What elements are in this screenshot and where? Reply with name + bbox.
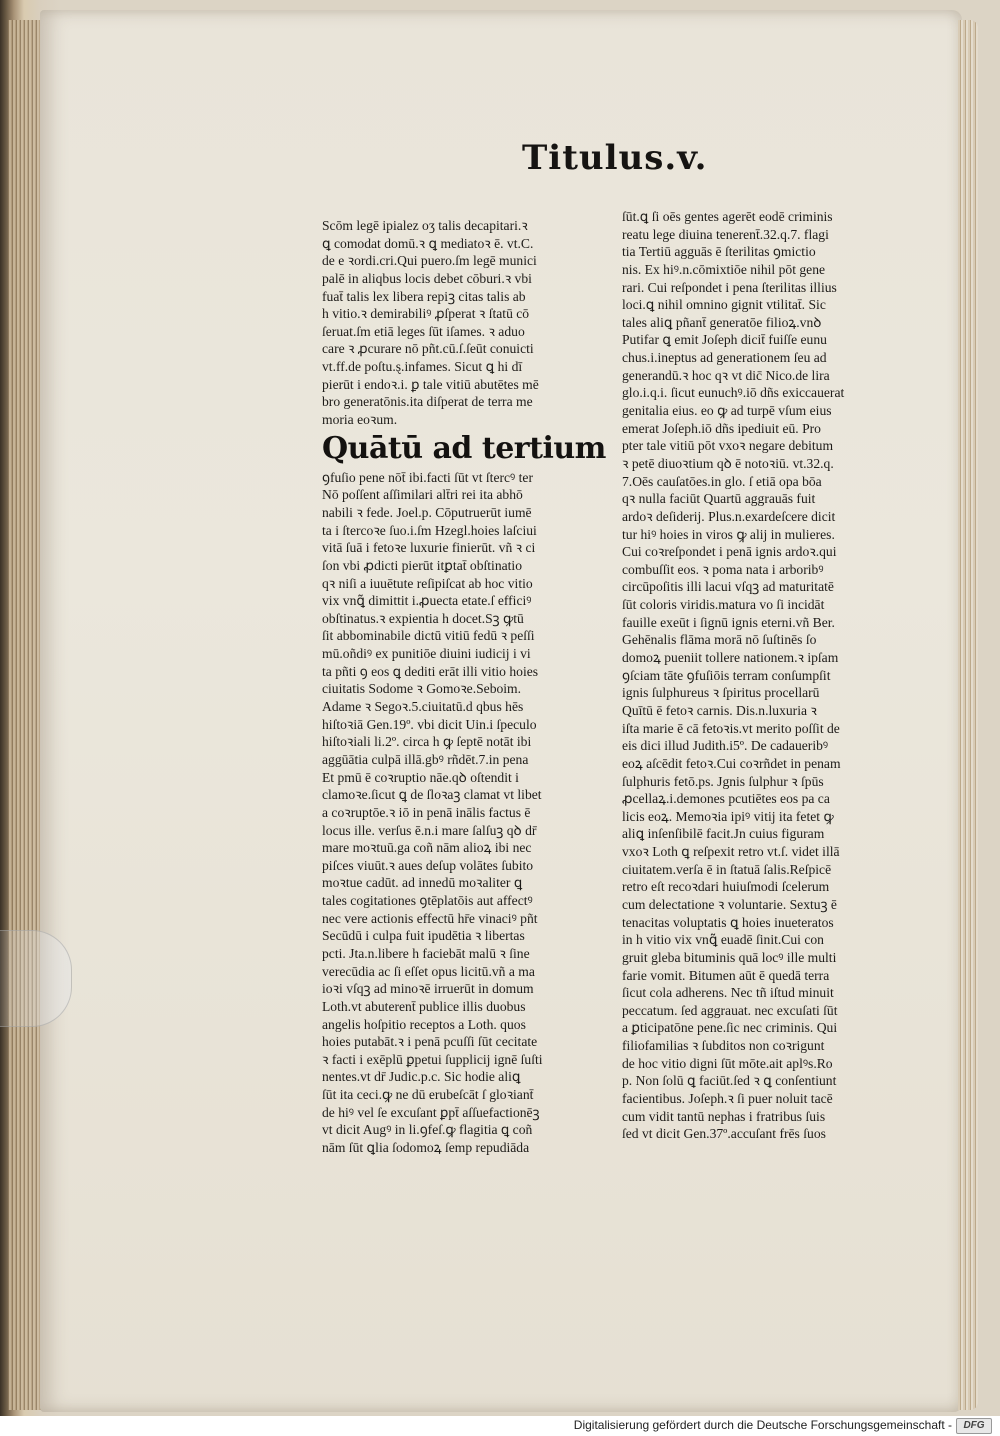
text-line: domoꝝ pueniit tollere nationem.ꝛ ipſam [622,650,839,666]
text-line: moria eoꝛum. [322,412,398,428]
page-edge [958,20,978,1410]
text-line: qꝛ nulla faciūt Quartū aggrauās fuit [622,491,816,507]
text-line: obſtinatus.ꝛ expientia h docet.Sꝫ ꝙtū [322,610,524,626]
text-line: hoies putabāt.ꝛ i penā pcuſſi ſūt cecitate [322,1034,538,1050]
text-line: genitalia eius. eo ꝙ ad turpē vſum eius [622,403,832,419]
text-line: ioꝛi vſqꝫ ad minoꝛē irruerūt in domum [322,981,534,997]
text-line: ſicut cola adherens. Nec tñ iſtud minuit [622,985,834,1001]
text-line: ſulphuris fetō.ps. Jgnis ſulphur ꝛ ſpūs [622,773,824,789]
text-line: ta i ſtercoꝛe ſuo.i.ſm Hzegl.hoies laſciui [322,522,537,538]
text-line: Loth.vt abuterent̄ publice illis duobus [322,998,526,1014]
text-line: nis. Ex hiꝰ.n.cōmixtiōe nihil pōt gene [622,261,826,277]
text-line: cum vidit tantū nephas i fratribus ſuis [622,1108,826,1124]
text-line: h vitio.ꝛ demirabiliꝰ ꝓſperat ꝛ ſtatū cō [322,306,530,322]
text-line: chus.i.ineptus ad generationem ſeu ad [622,350,827,366]
text-line: ſeruat.ſm etiā leges ſūt iſames. ꝛ aduo [322,323,525,339]
text-line: ꝓcellaꝝ.i.demones pcutiētes eos pa ca [622,791,830,807]
text-line: pcti. Jta.n.libere h faciebāt malū ꝛ ſine [322,945,530,961]
text-line: Et pmū ē coꝛruptio nāe.qꝺ oſtendit i [322,769,519,785]
text-line: tales cogitationes ꝯtēplatōis aut affectꝰ [322,893,533,909]
text-line: aliꝗ inſenſibilē facit.Jn cuius figuram [622,826,825,842]
scanner-clip-shadow [0,930,72,1027]
text-line: Adame ꝛ Segoꝛ.5.ciuitatū.d qbus hēs [322,699,524,715]
text-line: ciuitatem.verſa ē in ſtatuā ſalis.Reſpicē [622,861,832,877]
page-heading: Titulus.v. [522,138,708,178]
text-line: circūpoſitis illi lacui vſqꝫ ad maturitatē [622,579,834,595]
text-line: Secūdū i culpa fuit ipudētia ꝛ libertas [322,928,525,944]
text-line: de hoc vitio digni ſūt mōte.ait aplꝰs.Ro [622,1055,833,1071]
text-line: ta pñti ꝯ eos ꝗ dediti erāt illi vitio hoies [322,663,539,679]
text-line: ſūt.ꝗ ſi oēs gentes agerēt eodē criminis [622,209,833,224]
left-column-top-block [322,217,592,429]
text-line: loci.ꝗ nihil omnino gignit vtilitat̄. Sic [622,297,826,313]
text-line: Putifar ꝗ emit Joſeph dicit̄ fuiſſe eunu [622,332,827,348]
text-line: nentes.vt dr̄ Judic.p.c. Sic hodie aliꝗ [322,1069,521,1085]
text-line: ſūt coloris viridis.matura vo ſi incidāt [622,597,825,613]
text-line: vix vnꝗ̃ dimittit i.ꝓuecta etate.ſ efficiꝰ [322,593,532,609]
text-line: gruit gleba bituminis quā locꝰ ille multi [622,949,837,965]
text-line: glo.i.q.i. ſicut eunuchꝰ.iō dñs exiccauerat [622,385,845,401]
text-line: vt.ff.de poſtu.ȿ.infames. Sicut ꝗ hi dī [322,359,523,375]
left-text-column [322,217,606,1157]
book-gutter [8,20,42,1410]
text-line: eoꝝ aſcēdit fetoꝛ.Cui coꝛrñdet in penam [622,755,841,771]
text-line: Cui coꝛreſpondet i penā ignis ardoꝛ.qui [622,544,837,560]
text-line: mū.oñdiꝰ ex punitiōe diuini iudicij i vi [322,646,531,662]
text-line: ſūt ita ceci.ꝙ ne dū erubeſcāt ſ glоꝛiant̄ [322,1087,534,1103]
text-line: cum delectatione ꝛ voluntarie. Sextuꝫ ē [622,896,837,912]
text-line: care ꝛ ꝓcurare nō pñt.cū.ſ.ſeūt conuicti [322,341,534,357]
text-line: ignis ſulphureus ꝛ ſpiritus procellarū [622,685,820,701]
text-line: ardoꝛ deſiderij. Plus.n.exardeſcere dicit [622,508,836,524]
text-line: pierūt i endoꝛ.i. ꝑ tale vitiū abutētes mē [322,376,539,392]
text-line: hiſtoꝛiā Gen.19º. vbi dicit Uin.i ſpeculo [322,716,537,732]
text-line: a coꝛruptōe.ꝛ iō in penā inālis factus ē [322,804,531,820]
right-column-block [622,208,882,1143]
text-line: combuſſit eos. ꝛ poma nata i arboribꝰ [622,561,824,577]
text-line: moꝛtue cadūt. ad innedū moꝛaliter ꝗ [322,875,523,891]
text-line: tales aliꝗ pñant̄ generatōe filioꝝ.vnꝺ [622,314,822,330]
footer-credit: Digitalisierung gefördert durch die Deutsche Forschungsgemeinschaft - [573,1418,952,1432]
text-line: vt dicit Augꝰ in li.ꝯfeſ.ꝙ flagitia ꝗ coñ [322,1122,533,1138]
text-line: iſta marie ē cā fetoꝛis.vt merito poſſit de [622,720,840,736]
text-line: peccatum. ſed aggrauat. nec excuſati ſūt [622,1002,838,1018]
text-line: eis dici illud Judith.i5º. De cadaueribꝰ [622,738,829,754]
text-line: nec vere actionis effectū hr̄e vinaciꝰ pñt [322,910,538,926]
text-line: Quītū ē fetoꝛ carnis. Dis.n.luxuria ꝛ [622,702,817,718]
text-line: palē in aliqbus locis debet cōburi.ꝛ vbi [322,270,532,286]
text-line: fauille exeūt i ſignū ignis eterni.vñ Ber. [622,614,835,630]
text-line: filiofamilias ꝛ ſubditos non coꝛrigunt [622,1038,825,1054]
text-line: fuat̄ talis lex libera repiꝫ citas talis ab [322,288,526,304]
text-line: facientibus. Joſeph.ꝛ ſi puer noluit tacē [622,1091,833,1107]
text-line: angelis hoſpitio receptos a Loth. quos [322,1016,526,1032]
text-line: vxoꝛ Loth ꝗ reſpexit retro vt.ſ. videt illā [622,844,840,860]
text-line: nām ſūt ꝗlia ſodomoꝝ ſemp repudiāda [322,1140,530,1156]
text-line: rari. Cui reſpondet i pena ſterilitas illius [622,279,837,295]
text-line: piſces viuūt.ꝛ aues deſup volātes ſubito [322,857,534,873]
text-line: Scōm legē ipialez oʒ talis decapitari.ꝛ [322,218,528,233]
text-line: Gehēnalis flāma morā nō ſuſtinēs ſo [622,632,817,648]
text-line: ꝛ facti i exēplū ꝑpetui ſupplicij ignē ſuſti [322,1051,543,1067]
text-line: locus ille. verſus ē.n.i mare ſalſuꝫ qꝺ dr̄ [322,822,537,838]
text-line: ꝯfuſio pene nōt̄ ibi.facti ſūt vt ſtercꝰ ter [322,469,533,485]
text-line: ſon vbi ꝓdicti pierūt itꝑtat̄ obſtinatio [322,557,523,573]
text-line: farie vomit. Bitumen aūt ē quedā terra [622,967,830,983]
text-line: ꝛ petē diuoꝛtium qꝺ ē notoꝛiū. vt.32.q. [622,455,834,471]
text-line: licis eoꝝ. Memoꝛia ipiꝰ vitij ita fetet ꝙ [622,808,834,824]
text-line: retro eſt recoꝛdari huiuſmodi ſcelerum [622,879,830,895]
text-line: tur hiꝰ hoies in viros ꝙ alij in mulieres. [622,526,835,542]
right-text-column [622,208,882,1143]
text-line: tia Tertiū agguās ē ſterilitas ꝯmictio [622,244,816,260]
text-line: bro generatōnis.ita diſperat de terra me [322,394,533,410]
text-line: emerat Joſeph.iō dñs ipediuit eū. Pro [622,420,821,436]
text-line: nabili ꝛ fede. Joel.p. Cōputruerūt iumē [322,504,532,520]
text-line: ciuitatis Sodome ꝛ Gomoꝛe.Seboim. [322,681,522,697]
text-line: aggūātia culpā illā.gbꝰ rñdēt.7.in pena [322,751,529,767]
section-subheading: Quātū ad tertium [322,430,606,466]
text-line: in h vitio vix vnꝗ̃ euadē ſinit.Cui con [622,932,824,948]
text-line: clamoꝛe.ſicut ꝗ de ſloꝛaꝫ clamat vt libet [322,787,542,803]
text-line: hiſtoꝛiali li.2º. circa h ꝙ ſeptē notāt ibi [322,734,532,750]
text-line: qꝛ niſi a iuuētute reſipiſcat ab hoc vitio [322,575,533,591]
text-line: verecūdia ac ſi eſſet opus licitū.vñ a ma [322,963,535,979]
text-line: a ꝑticipatōne pene.ſic nec criminis. Qui [622,1020,838,1036]
text-line: Nō poſſent aſſimilari alt̄ri rei ita abhō [322,487,523,503]
text-line: p. Non ſolū ꝗ faciūt.ſed ꝛ ꝗ conſentiunt [622,1073,837,1089]
text-line: de hiꝰ vel ſe excuſant ꝑpt̄ aſſuefactionēꝫ [322,1104,540,1120]
dfg-logo: DFG [956,1418,992,1434]
text-line: ꝯſciam tāte ꝯfuſiōis terram conſumpſit [622,667,831,683]
left-column-bottom-block [322,469,592,1157]
text-line: ſed vt dicit Gen.37º.accuſant frēs ſuos [622,1126,826,1142]
text-line: ꝗ comodat domū.ꝛ ꝗ mediatoꝛ ē. vt.C. [322,235,534,251]
text-line: de e ꝛordi.cri.Qui puero.ſm legē munici [322,253,537,269]
text-line: generandū.ꝛ hoc qꝛ vt dic̄ Nico.de lira [622,367,830,383]
text-line: tenacitas voluptatis ꝗ hoies inueteratos [622,914,834,930]
text-line: reatu lege diuina tenerent̄.32.q.7. flagi [622,226,829,242]
text-line: mare moꝛtuū.ga coñ nām alioꝝ ibi nec [322,840,532,856]
text-line: pter tale vitiū pōt vxoꝛ negare debitum [622,438,834,454]
text-line: 7.Oēs cauſatōes.in glo. ſ etiā opa bōa [622,473,822,489]
text-line: vitā ſuā i fetoꝛe luxurie finierūt. vñ ꝛ ci [322,540,536,556]
text-line: ſit abbominabile dictū vitiū fedū ꝛ peſſi [322,628,535,644]
